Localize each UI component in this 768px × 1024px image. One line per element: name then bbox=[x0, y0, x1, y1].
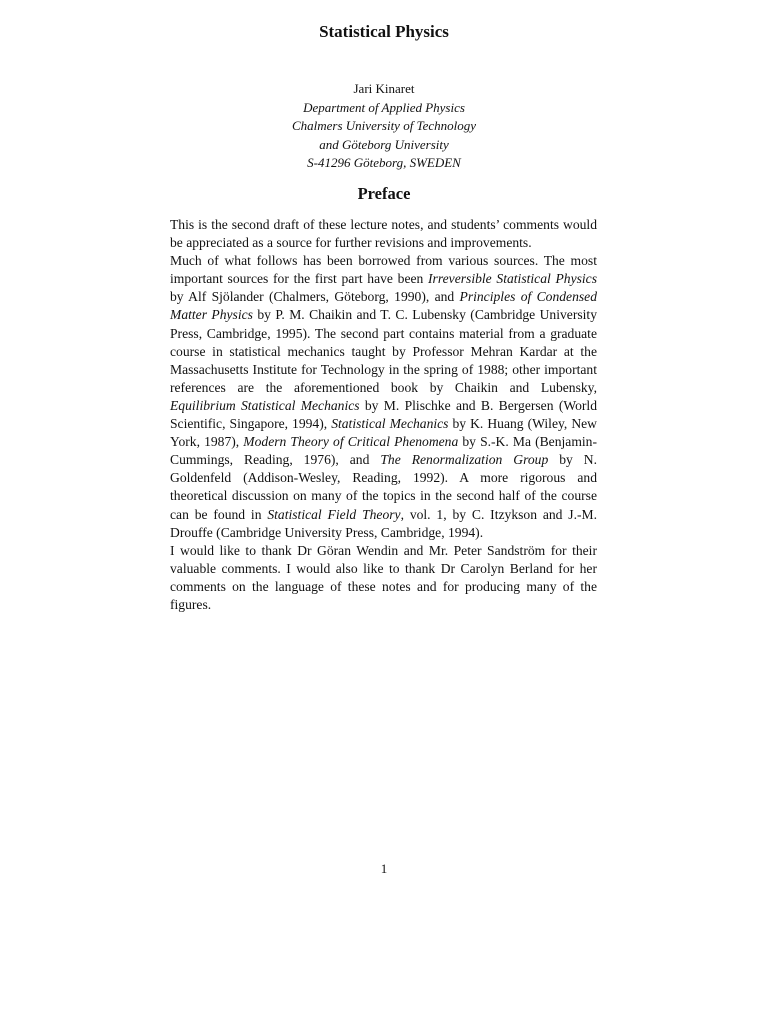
book-title: Statistical Mechanics bbox=[331, 416, 449, 432]
text-run: Much of what follows has been borrowed from various sources. The most important sources for the first part have been bbox=[170, 253, 597, 287]
text-run: by N. Goldenfeld (Addison-Wesley, Reading, 1992). A more rigorous and theoretical discussion on many of the topics in the second half of the course can be found in bbox=[170, 452, 597, 522]
author-name: Jari Kinaret bbox=[353, 81, 415, 96]
section-title: Preface bbox=[357, 184, 411, 203]
text-run: by Alf Sjölander (Chalmers, Göteborg, 1990), and bbox=[170, 289, 460, 305]
text-run: , vol. 1, by C. Itzykson and J.-M. Drouffe (Cambridge University Press, Cambridge, 1994). bbox=[170, 506, 597, 540]
paragraph-2 bbox=[170, 252, 597, 542]
book-title: The Renormalization Group bbox=[380, 452, 549, 468]
text-run: by K. Huang (Wiley, New York, 1987), bbox=[170, 416, 597, 450]
text-run: by M. Plischke and B. Bergersen (World Scientific, Singapore, 1994), bbox=[170, 397, 597, 432]
text-run: I would like to thank Dr Göran Wendin and Mr. Peter Sandström for their valuable comments. I would also like to thank Dr Carolyn Berland for her comments on the language of these notes and for producing many of the figures. bbox=[170, 542, 597, 612]
author-institution: Chalmers University of Technology bbox=[291, 118, 477, 133]
author-department: Department of Applied Physics bbox=[303, 99, 465, 115]
text-run: by S.-K. Ma (Benjamin-Cummings, Reading, 1976), and bbox=[170, 434, 597, 468]
preface-body bbox=[170, 216, 597, 614]
paragraph-1 bbox=[170, 216, 597, 252]
author-block bbox=[0, 80, 768, 173]
author-institution-secondary: and Göteborg University bbox=[319, 136, 449, 152]
book-title: Principles of Condensed Matter Physics bbox=[170, 289, 597, 323]
book-title: Modern Theory of Critical Phenomena bbox=[243, 434, 459, 450]
book-title: Equilibrium Statistical Mechanics bbox=[170, 397, 360, 413]
text-run: This is the second draft of these lecture notes, and students’ comments would be appreciated as a source for further revisions and improvements. bbox=[170, 217, 597, 251]
document-title: Statistical Physics bbox=[319, 22, 449, 41]
book-title: Irreversible Statistical Physics bbox=[428, 271, 597, 287]
page-number: 1 bbox=[380, 861, 388, 876]
author-address: S-41296 Göteborg, SWEDEN bbox=[307, 155, 461, 170]
paragraph-3 bbox=[170, 542, 597, 614]
text-run: by P. M. Chaikin and T. C. Lubensky (Cambridge University Press, Cambridge, 1995). The second part contains material from a graduate course in statistical mechanics taught by Professor Mehran Kardar at the Massachusetts Institute for Technology in the spring of 1988; other important references are the aforementioned book by Chaikin and Lubensky, bbox=[170, 307, 598, 395]
book-title: Statistical Field Theory bbox=[267, 506, 401, 522]
